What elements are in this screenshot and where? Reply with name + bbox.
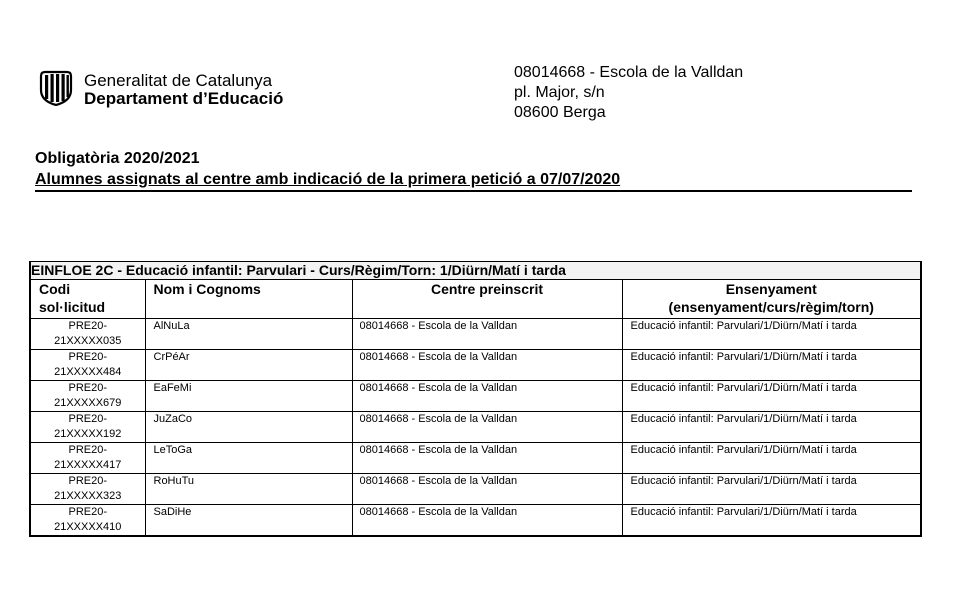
header-study [622,280,921,319]
cell-code [30,350,145,381]
header-name: Nom i Cognoms [145,280,352,319]
cell-study: Educació infantil: Parvulari/1/Diürn/Matí i tarda [622,319,921,350]
table-row [30,350,921,381]
cell-study: Educació infantil: Parvulari/1/Diürn/Matí i tarda [622,474,921,505]
table-row [30,474,921,505]
cell-code-prefix: PRE20- [68,413,108,425]
cell-name: EaFeMi [145,381,352,412]
cell-code-number: 21XXXXX417 [54,459,122,471]
department-name: Departament d’Educació [84,89,284,108]
school-name: 08014668 - Escola de la Valldan [514,64,744,81]
cell-code-prefix: PRE20- [68,320,108,332]
cell-name: RoHuTu [145,474,352,505]
table-row [30,319,921,350]
cell-code-number: 21XXXXX484 [54,366,122,378]
school-street: pl. Major, s/n [514,84,605,101]
cell-name: SaDiHe [145,505,352,537]
table-body [30,319,921,537]
heading-divider [35,190,912,192]
cell-name: AlNuLa [145,319,352,350]
document-heading [35,148,620,190]
cell-study: Educació infantil: Parvulari/1/Diürn/Matí i tarda [622,443,921,474]
org-name: Generalitat de Catalunya [84,71,273,90]
cell-study: Educació infantil: Parvulari/1/Diürn/Matí i tarda [622,412,921,443]
cell-study: Educació infantil: Parvulari/1/Diürn/Matí i tarda [622,505,921,537]
table-row [30,412,921,443]
cell-study: Educació infantil: Parvulari/1/Diürn/Matí i tarda [622,350,921,381]
cell-centre: 08014668 - Escola de la Valldan [352,319,622,350]
header-study-line2: (ensenyament/curs/règim/torn) [668,299,874,315]
cell-centre: 08014668 - Escola de la Valldan [352,505,622,537]
table-row [30,443,921,474]
school-address [514,63,743,123]
cell-centre: 08014668 - Escola de la Valldan [352,412,622,443]
group-header-row [30,262,921,280]
heading-year: Obligatòria 2020/2021 [35,150,200,167]
table-row [30,505,921,537]
heading-title: Alumnes assignats al centre amb indicació de la primera petició a 07/07/2020 [35,171,621,188]
cell-code [30,319,145,350]
header-code-line2: sol·licitud [39,299,106,315]
cell-centre: 08014668 - Escola de la Valldan [352,443,622,474]
cell-code-prefix: PRE20- [68,506,108,518]
cell-code-number: 21XXXXX192 [54,428,122,440]
group-title: EINFLOE 2C - Educació infantil: Parvulari - Curs/Règim/Torn: 1/Diürn/Matí i tarda [30,262,921,280]
cell-study: Educació infantil: Parvulari/1/Diürn/Matí i tarda [622,381,921,412]
school-city: 08600 Berga [514,104,606,121]
cell-name: JuZaCo [145,412,352,443]
cell-code-number: 21XXXXX410 [54,521,122,533]
cell-centre: 08014668 - Escola de la Valldan [352,350,622,381]
cell-code [30,505,145,537]
cell-name: CrPéAr [145,350,352,381]
header-code-line1: Codi [39,281,71,297]
column-header-row [30,280,921,319]
cell-code [30,412,145,443]
cell-centre: 08014668 - Escola de la Valldan [352,474,622,505]
cell-code-number: 21XXXXX679 [54,397,122,409]
catalan-flag-emblem-icon [38,70,74,106]
cell-code-prefix: PRE20- [68,444,108,456]
cell-code [30,381,145,412]
cell-centre: 08014668 - Escola de la Valldan [352,381,622,412]
header-code [30,280,145,319]
cell-code-prefix: PRE20- [68,351,108,363]
cell-name: LeToGa [145,443,352,474]
table-row [30,381,921,412]
generalitat-logo [38,70,338,114]
cell-code-number: 21XXXXX035 [54,335,122,347]
cell-code-number: 21XXXXX323 [54,490,122,502]
header-centre: Centre preinscrit [352,280,622,319]
cell-code [30,474,145,505]
cell-code-prefix: PRE20- [68,382,108,394]
students-table [29,261,922,537]
cell-code [30,443,145,474]
header-study-line1: Ensenyament [725,281,817,297]
cell-code-prefix: PRE20- [68,475,108,487]
